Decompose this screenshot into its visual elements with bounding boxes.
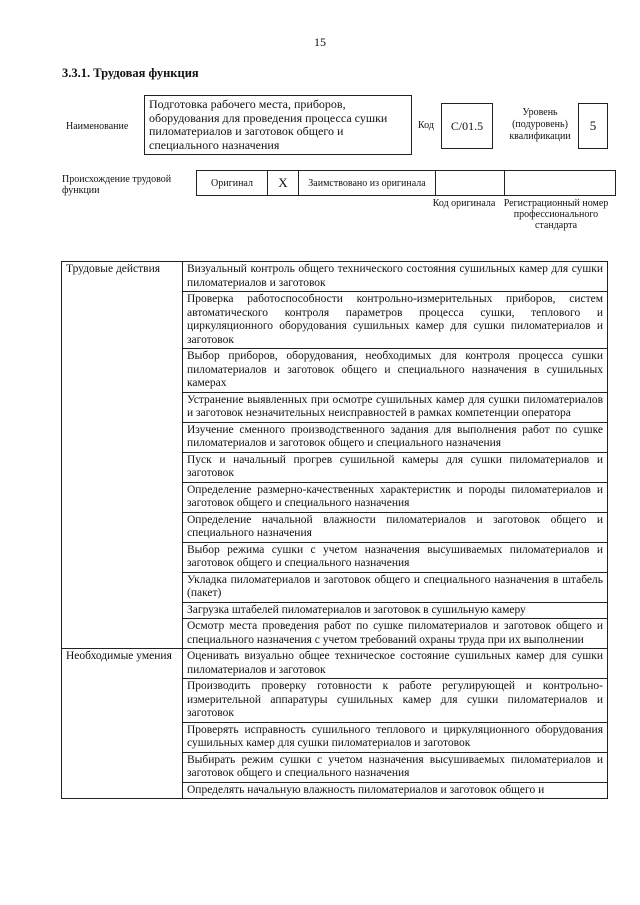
table-row (62, 649, 608, 679)
table-row (62, 262, 608, 292)
function-table (61, 261, 608, 799)
origin-table (196, 170, 616, 196)
item-cell: Устранение выявленных при осмотре сушильных камер для сушки пиломатериалов и заготовок незначительных неисправностей в рамках компетенции оператора (183, 392, 608, 422)
code-label: Код (418, 120, 434, 131)
item-cell: Определение начальной влажности пиломатериалов и заготовок общего и специального назначения (183, 512, 608, 542)
origin-reg-cell (505, 171, 616, 196)
item-cell: Определять начальную влажность пиломатериалов и заготовок общего и (183, 782, 608, 799)
item-cell: Осмотр места проведения работ по сушке пиломатериалов и заготовок общего и специального назначения с учетом требований охраны труда при их выполнении (183, 619, 608, 649)
level-label: Уровень (подуровень) квалификации (509, 107, 571, 142)
item-cell: Изучение сменного производственного задания для выполнения работ по сушке пиломатериалов и заготовок общего и специального назначения (183, 422, 608, 452)
origin-borrowed-cell: Заимствовано из оригинала (299, 171, 436, 196)
item-cell: Визуальный контроль общего технического состояния сушильных камер для сушки пиломатериалов и заготовок (183, 262, 608, 292)
origin-original-cell: Оригинал (197, 171, 268, 196)
item-cell: Производить проверку готовности к работе регулирующей и контрольно-измерительной аппаратуры сушильных камер для сушки пиломатериалов и заготовок (183, 679, 608, 723)
item-cell: Оценивать визуально общее техническое состояние сушильных камер для сушки пиломатериалов и заготовок (183, 649, 608, 679)
origin-code-cell (436, 171, 505, 196)
name-label: Наименование (66, 121, 129, 132)
function-name-box: Подготовка рабочего места, приборов, оборудования для проведения процесса сушки пиломатериалов и заготовок общего и специального назначения (144, 95, 412, 155)
function-code-box: С/01.5 (441, 103, 493, 149)
item-cell: Выбор приборов, оборудования, необходимых для контроля процесса сушки пиломатериалов и заготовок общего и специального назначения в сушильных камерах (183, 349, 608, 393)
item-cell: Проверять исправность сушильного теплового и циркуляционного оборудования сушильных камер для сушки пиломатериалов и заготовок (183, 722, 608, 752)
item-cell: Выбор режима сушки с учетом назначения высушиваемых пиломатериалов и заготовок общего и специального назначения (183, 542, 608, 572)
category-cell: Трудовые действия (62, 262, 183, 649)
item-cell: Пуск и начальный прогрев сушильной камеры для сушки пиломатериалов и заготовок (183, 452, 608, 482)
origin-code-caption: Код оригинала (432, 198, 496, 209)
origin-mark-cell: X (268, 171, 299, 196)
level-value-box: 5 (578, 103, 608, 149)
origin-label: Происхождение трудовой функции (62, 174, 172, 196)
item-cell: Определение размерно-качественных характеристик и породы пиломатериалов и заготовок общего и специального назначения (183, 482, 608, 512)
page-number: 15 (314, 35, 326, 49)
origin-reg-caption: Регистрационный номер профессионального стандарта (503, 198, 609, 231)
section-title: 3.3.1. Трудовая функция (62, 66, 199, 80)
item-cell: Проверка работоспособности контрольно-измерительных приборов, систем автоматического контроля параметров процесса сушки, теплового и циркуляционного оборудования сушильных камер для сушки пиломатериалов и заготовок (183, 292, 608, 349)
item-cell: Укладка пиломатериалов и заготовок общего и специального назначения в штабель (пакет) (183, 572, 608, 602)
item-cell: Загрузка штабелей пиломатериалов и заготовок в сушильную камеру (183, 602, 608, 619)
item-cell: Выбирать режим сушки с учетом назначения высушиваемых пиломатериалов и заготовок общего и специального назначения (183, 752, 608, 782)
category-cell: Необходимые умения (62, 649, 183, 799)
